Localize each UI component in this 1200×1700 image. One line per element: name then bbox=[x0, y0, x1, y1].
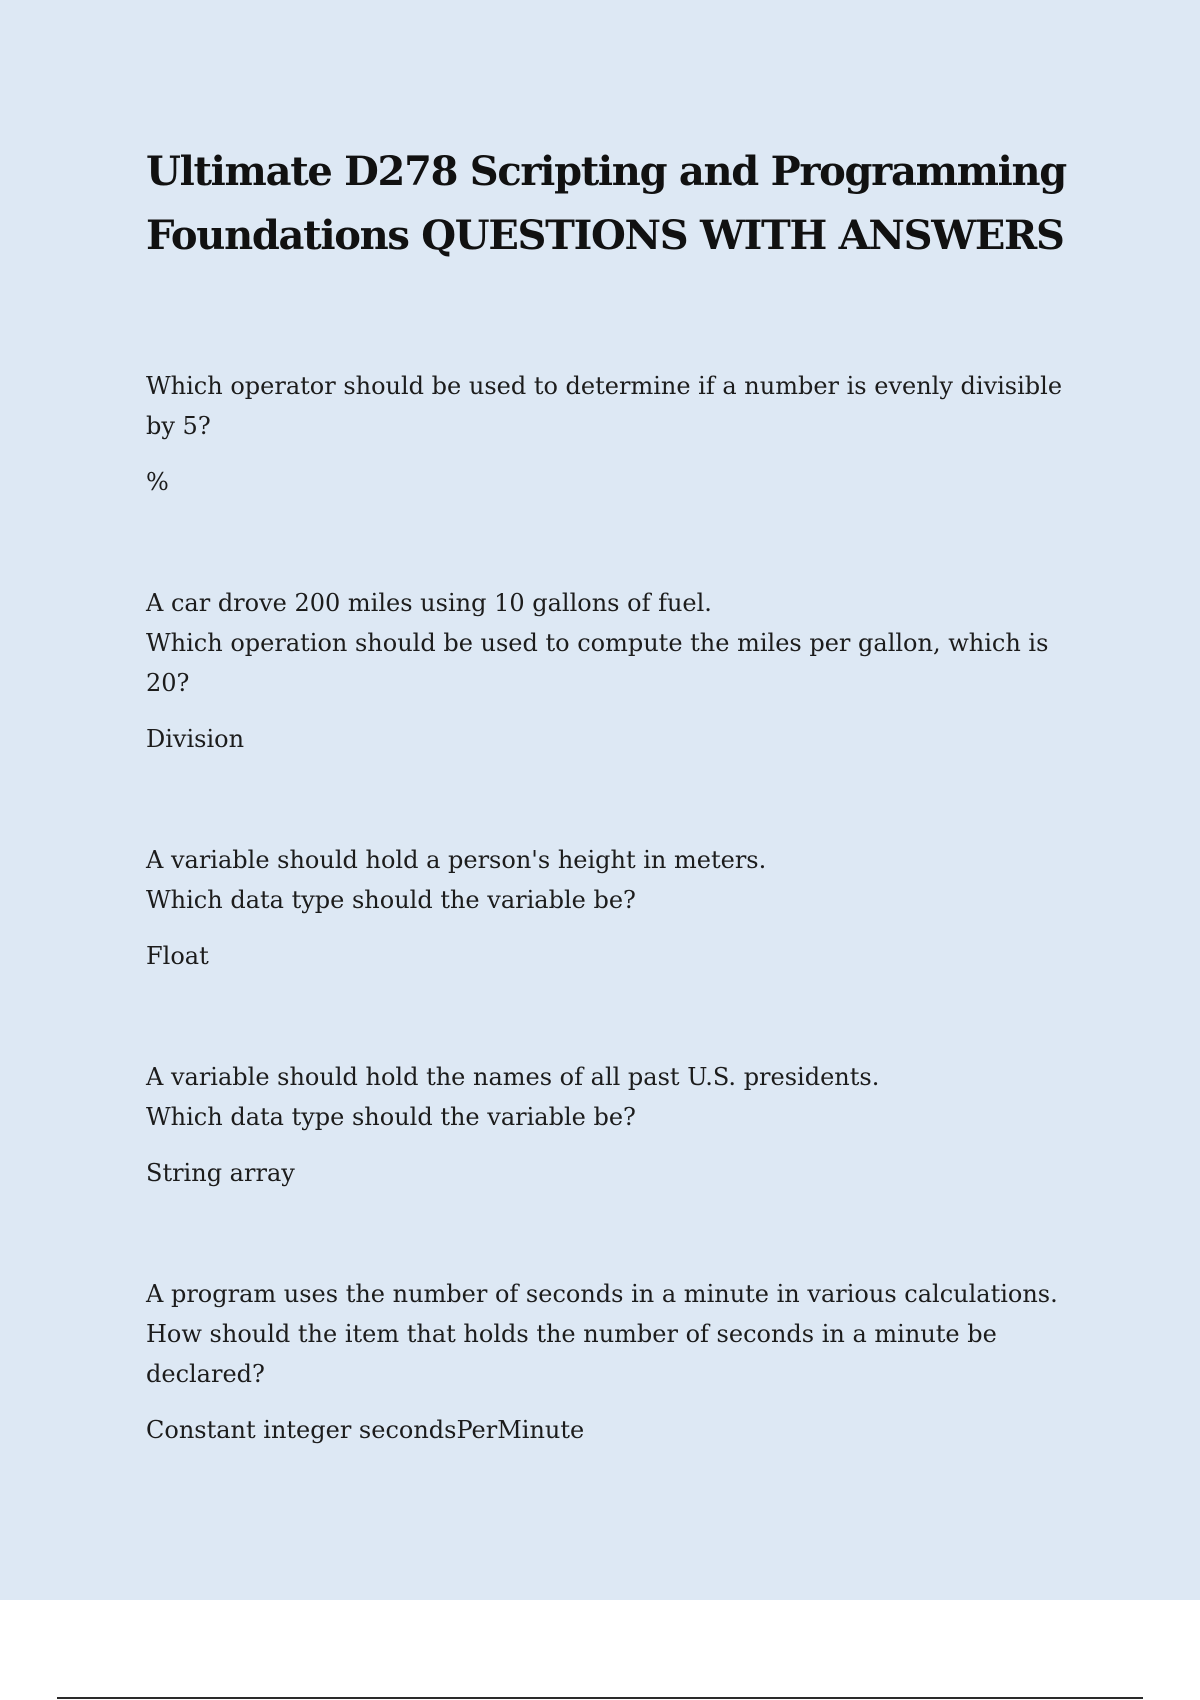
question-line: How should the item that holds the number of seconds in a minute be bbox=[146, 1320, 997, 1348]
answer: Float bbox=[146, 942, 209, 970]
document-content bbox=[146, 140, 1096, 1531]
question-line: Which data type should the variable be? bbox=[146, 1103, 636, 1131]
qa-item bbox=[146, 1274, 1096, 1450]
question-line: Which operator should be used to determine if a number is evenly divisible bbox=[146, 372, 1063, 400]
question bbox=[146, 1057, 1096, 1137]
question-line: Which operation should be used to compute the miles per gallon, which is bbox=[146, 629, 1049, 657]
question bbox=[146, 583, 1096, 703]
qa-item bbox=[146, 583, 1096, 759]
question-line: declared? bbox=[146, 1360, 265, 1388]
question-line: A variable should hold a person's height in meters. bbox=[146, 846, 767, 874]
question bbox=[146, 1274, 1096, 1394]
footer-divider bbox=[57, 1697, 1143, 1699]
title-line: Ultimate D278 Scripting and Programming bbox=[146, 148, 1066, 195]
qa-item bbox=[146, 840, 1096, 976]
answer: Division bbox=[146, 725, 245, 753]
qa-list bbox=[146, 366, 1096, 1450]
title-line: Foundations QUESTIONS WITH ANSWERS bbox=[146, 212, 1064, 259]
page-title bbox=[146, 140, 1096, 268]
question-line: 20? bbox=[146, 669, 190, 697]
question-line: A car drove 200 miles using 10 gallons of fuel. bbox=[146, 589, 712, 617]
question-line: Which data type should the variable be? bbox=[146, 886, 636, 914]
qa-item bbox=[146, 1057, 1096, 1193]
question bbox=[146, 366, 1096, 446]
question-line: by 5? bbox=[146, 412, 211, 440]
answer: % bbox=[146, 468, 169, 496]
question-line: A variable should hold the names of all past U.S. presidents. bbox=[146, 1063, 880, 1091]
qa-item bbox=[146, 366, 1096, 502]
answer: Constant integer secondsPerMinute bbox=[146, 1416, 585, 1444]
answer: String array bbox=[146, 1159, 295, 1187]
question-line: A program uses the number of seconds in a minute in various calculations. bbox=[146, 1280, 1058, 1308]
question bbox=[146, 840, 1096, 920]
